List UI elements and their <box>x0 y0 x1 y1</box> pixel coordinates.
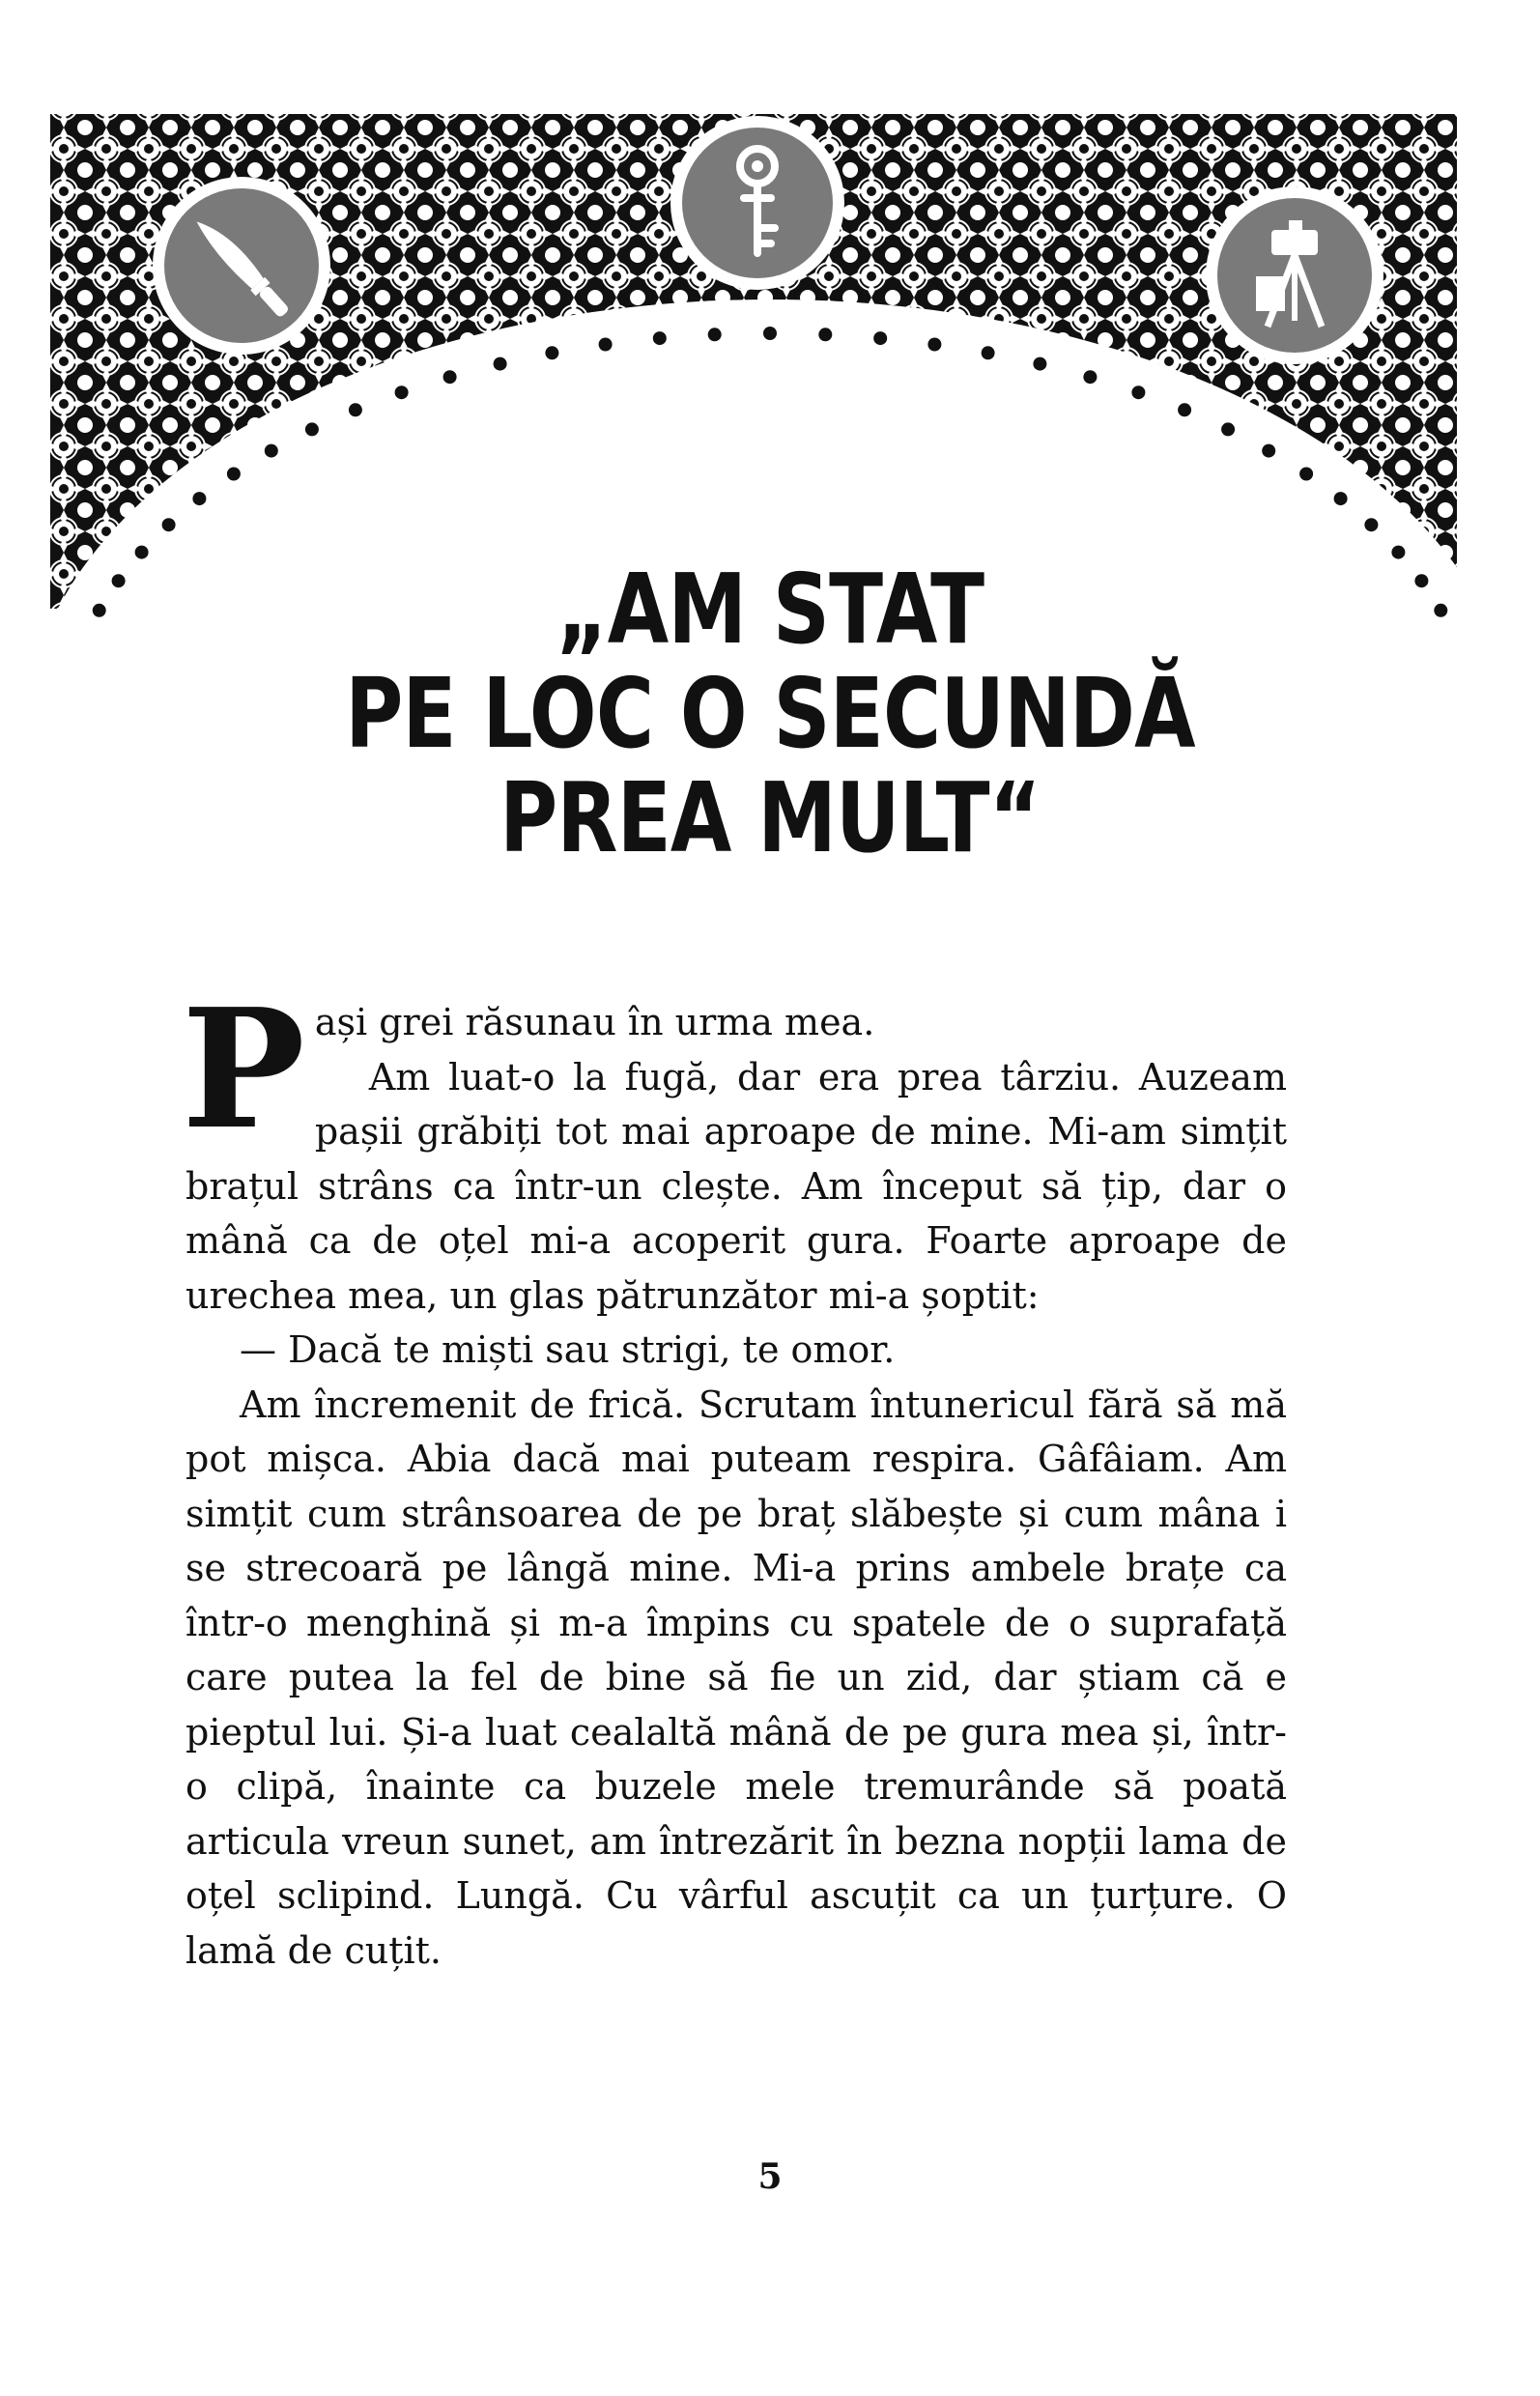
ornament-dot <box>349 403 362 416</box>
ornament-dot <box>1221 422 1235 436</box>
chapter-title-line-2: PE LOC O SECUNDĂ <box>345 657 1195 770</box>
ornament-dot <box>1033 357 1046 371</box>
ornament-dot <box>763 327 777 340</box>
ornament-dot <box>1414 574 1428 587</box>
paragraph-2: Am luat-o la fugă, dar era prea târziu. Auzeam pașii grăbiți tot mai aproape de mine. Mi-am simțit brațul strâns ca într-un clește. Am început să țip, dar o mână ca de oțel mi-a acoperit gura. Foarte aproape de urechea mea, un glas pătrunzător mi-a șoptit: <box>185 1055 1287 1317</box>
ornament-dot <box>653 331 667 345</box>
ornament-dot <box>545 346 558 359</box>
ornament-dot <box>192 492 206 505</box>
ornament-dot <box>1334 492 1348 505</box>
ornament-dot <box>305 422 319 436</box>
camera-tripod-medallion <box>1206 186 1383 364</box>
ornament-dot <box>93 604 106 617</box>
chapter-title-line-3: PREA MULT“ <box>499 761 1041 874</box>
ornament-dot <box>443 370 457 384</box>
ornament-dot <box>818 328 832 341</box>
chapter-body <box>182 973 1287 1978</box>
page-number: 5 <box>757 2156 783 2197</box>
ornament-dot <box>982 346 995 359</box>
chapter-title-line-1: „AM STAT <box>556 553 984 666</box>
opening-paragraph <box>182 973 1287 1166</box>
ornament-dot <box>708 328 722 341</box>
ornament-dot <box>1131 385 1145 399</box>
ornament-dot <box>162 518 176 531</box>
ornament-dot <box>1083 370 1097 384</box>
ornament-dot <box>112 574 126 587</box>
chapter-title <box>138 553 1401 874</box>
ornament-dot <box>927 338 941 352</box>
knife-medallion <box>153 177 330 355</box>
opening-paragraph-text: ași grei răsunau în urma mea. <box>314 1001 875 1043</box>
ornament-dot <box>1262 444 1275 458</box>
ornament-dot <box>1178 403 1191 416</box>
ornament-dot <box>599 338 613 352</box>
ornament-dot <box>265 444 278 458</box>
paragraph-3: — Dacă te miști sau strigi, te omor. <box>240 1328 896 1371</box>
paragraph-4: Am încremenit de frică. Scrutam întunericul fără să mă pot mișca. Abia dacă mai puteam respira. Gâfâiam. Am simțit cum strânsoarea de pe braț slăbește și cum mâna i se strecoară pe lângă mine. Mi-a prins ambele brațe ca într-o menghină și m-a împins cu spatele de o suprafață care putea la fel de bine să fie un zid, dar știam că e pieptul lui. Și-a luat cealaltă mână de pe gura mea și, într-o clipă, înainte ca buzele mele tremurânde să poată articula vreun sunet, am întrezărit în bezna nopții lama de oțel sclipind. Lungă. Cu vârful ascuțit ca un țurțure. O lamă de cuțit. <box>185 1383 1287 1972</box>
key-medallion <box>670 116 844 290</box>
ornament-dot <box>494 357 507 371</box>
ornament-dot <box>227 468 241 481</box>
ornament-dot <box>1434 604 1447 617</box>
ornament-dot <box>1299 468 1313 481</box>
drop-cap: P <box>182 973 305 1166</box>
ornament-dot <box>395 385 409 399</box>
ornament-dot <box>1364 518 1378 531</box>
ornament-dot <box>873 331 887 345</box>
